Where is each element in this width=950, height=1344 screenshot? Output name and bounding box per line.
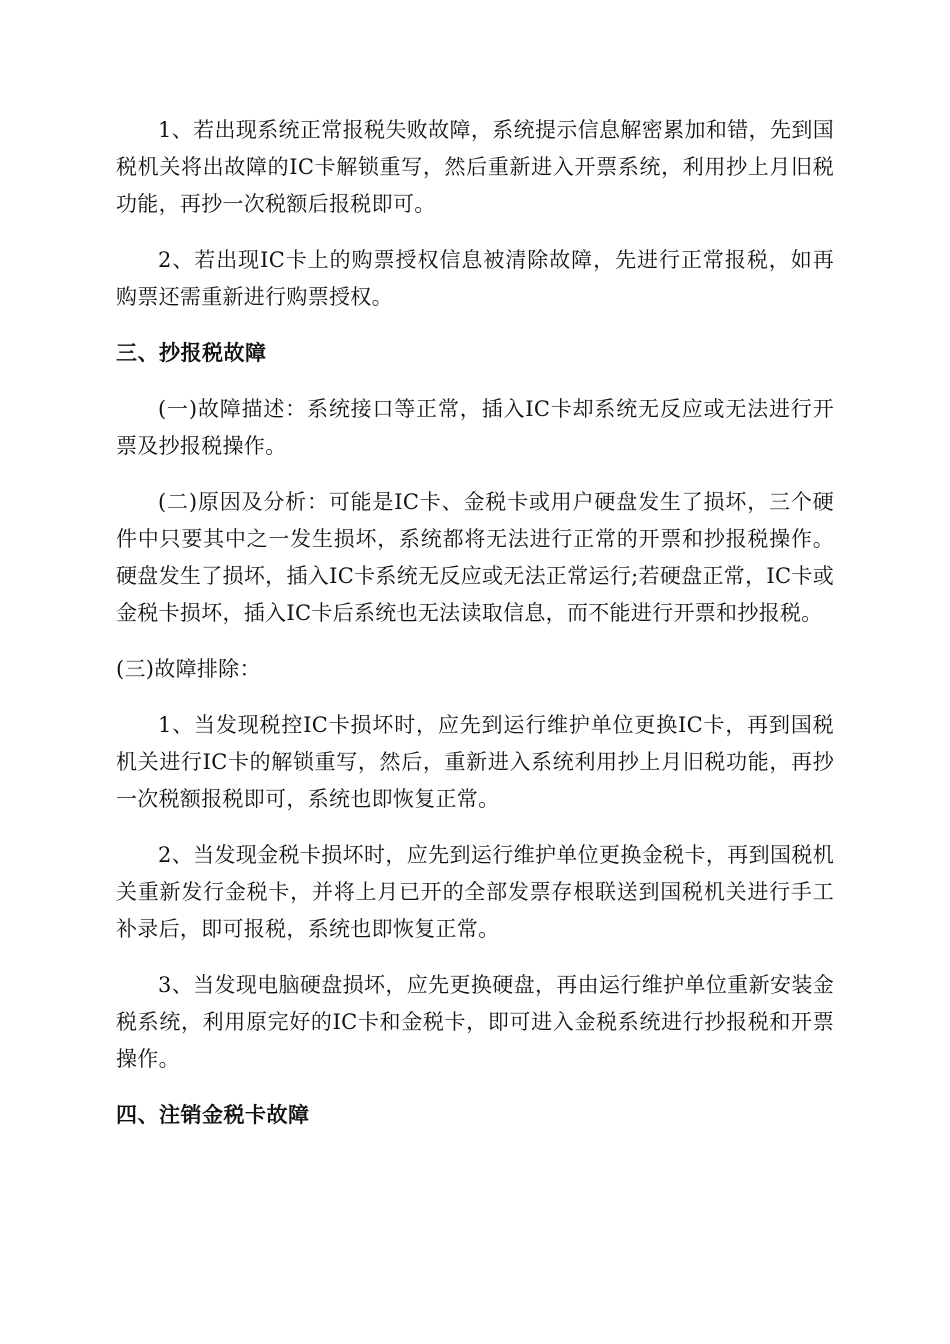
paragraph-reset-ic-card: 1、若出现系统正常报税失败故障，系统提示信息解密累加和错，先到国税机关将出故障的IC卡解锁重写，然后重新进入开票系统，利用抄上月旧税功能，再抄一次税额后报税即可。 (116, 118, 834, 216)
paragraph-fix-hard-disk: 3、当发现电脑硬盘损坏，应先更换硬盘，再由运行维护单位重新安装金税系统，利用原完好的IC卡和金税卡，即可进入金税系统进行抄报税和开票操作。 (116, 973, 834, 1071)
paragraph-purchase-authorization: 2、若出现IC卡上的购票授权信息被清除故障，先进行正常报税，如再购票还需重新进行购票授权。 (116, 248, 834, 309)
paragraph-cause-analysis: (二)原因及分析：可能是IC卡、金税卡或用户硬盘发生了损坏，三个硬件中只要其中之一发生损坏，系统都将无法进行正常的开票和抄报税操作。硬盘发生了损坏，插入IC卡系统无反应或无法正常运行;若硬盘正常，IC卡或金税卡损坏，插入IC卡后系统也无法读取信息，而不能进行开票和抄报税。 (116, 490, 834, 625)
section-heading-cancel-card-fault: 四、注销金税卡故障 (116, 1103, 310, 1127)
section-heading-tax-copy-fault: 三、抄报税故障 (116, 341, 267, 365)
document-page (116, 112, 834, 1153)
subheading-troubleshooting: (三)故障排除： (116, 657, 261, 681)
paragraph-fix-ic-card: 1、当发现税控IC卡损坏时，应先到运行维护单位更换IC卡，再到国税机关进行IC卡的解锁重写，然后，重新进入系统利用抄上月旧税功能，再抄一次税额报税即可，系统也即恢复正常。 (116, 713, 834, 811)
paragraph-fix-golden-tax-card: 2、当发现金税卡损坏时，应先到运行维护单位更换金税卡，再到国税机关重新发行金税卡，并将上月已开的全部发票存根联送到国税机关进行手工补录后，即可报税，系统也即恢复正常。 (116, 843, 834, 941)
paragraph-fault-description: (一)故障描述：系统接口等正常，插入IC卡却系统无反应或无法进行开票及抄报税操作。 (116, 397, 834, 458)
